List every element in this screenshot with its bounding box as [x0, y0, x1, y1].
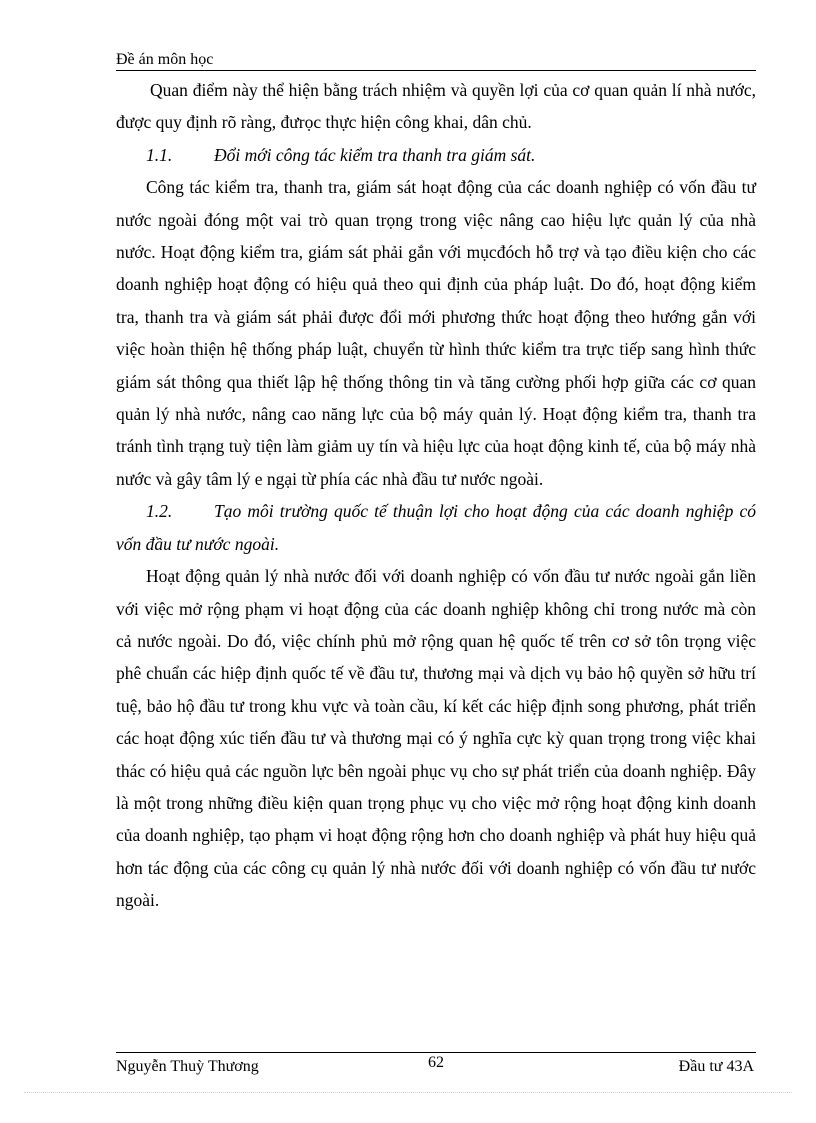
section-number: 1.1. — [146, 144, 173, 165]
section-number: 1.2. — [146, 501, 173, 522]
section-heading-1-1 — [116, 139, 756, 171]
paragraph-inspection: Công tác kiểm tra, thanh tra, giám sát hoạt động của các doanh nghiệp có vốn đầu tư nước ngoài đóng một vai trò quan trọng trong việc nâng cao hiệu lực quản lý của nhà nước. Hoạt động kiểm tra, giám sát phải gắn với mụcđóch hỗ trợ và tạo điều kiện cho các doanh nghiệp hoạt động có hiệu quả theo qui định của pháp luật. Do đó, hoạt động kiểm tra, thanh tra và giám sát phải được đổi mới phương thức hoạt động theo hướng gắn với việc hoàn thiện hệ thống pháp luật, chuyển từ hình thức kiểm tra trực tiếp sang hình thức giám sát thông qua thiết lập hệ thống thông tin và tăng cường phối hợp giữa các cơ quan quản lý nhà nước, nâng cao năng lực của bộ máy quản lý. Hoạt động kiểm tra, thanh tra tránh tình trạng tuỳ tiện làm giảm uy tín và hiệu lực của hoạt động kinh tế, của bộ máy nhà nước và gây tâm lý e ngại từ phía các nhà đầu tư nước ngoài. — [116, 177, 756, 489]
section-heading-1-2 — [116, 495, 756, 560]
page-header — [116, 50, 756, 70]
footer-author: Nguyễn Thuỳ Thương — [116, 1058, 259, 1075]
paragraph-intro: Quan điểm này thể hiện bằng trách nhiệm và quyền lợi của cơ quan quản lí nhà nước, được quy định rõ ràng, đưrọc thực hiện công khai, dân chủ. — [116, 80, 756, 133]
document-title: Đề án môn học — [116, 51, 214, 68]
header-divider — [116, 70, 756, 71]
page-number: 62 — [428, 1054, 444, 1071]
section-title: Đổi mới công tác kiểm tra thanh tra giám sát. — [214, 144, 536, 165]
page-bottom-border — [24, 1092, 792, 1093]
footer-class: Đầu tư 43A — [678, 1058, 754, 1075]
document-body — [116, 74, 756, 917]
section-title: Tạo môi trường quốc tế thuận lợi cho hoạt động của các doanh nghiệp có vốn đầu tư nước ngoài. — [116, 501, 756, 554]
page-footer — [116, 1054, 756, 1076]
paragraph-international: Hoạt động quản lý nhà nước đối với doanh nghiệp có vốn đầu tư nước ngoài gắn liền với việc mở rộng phạm vi hoạt động của các doanh nghiệp không chỉ trong nước mà còn cả nước ngoài. Do đó, việc chính phủ mở rộng quan hệ quốc tế trên cơ sở tôn trọng việc phê chuẩn các hiệp định quốc tế về đầu tư, thương mại và dịch vụ bảo hộ quyền sở hữu trí tuệ, bảo hộ đầu tư trong khu vực và toàn cầu, kí kết các hiệp định song phương, phát triển các hoạt động xúc tiến đầu tư và thương mại có ý nghĩa cực kỳ quan trọng trong việc khai thác có hiệu quả các nguồn lực bên ngoài phục vụ cho sự phát triển của doanh nghiệp. Đây là một trong những điều kiện quan trọng phục vụ cho việc mở rộng hoạt động kinh doanh của doanh nghiệp, tạo phạm vi hoạt động rộng hơn cho doanh nghiệp và phát huy hiệu quả hơn tác động của các công cụ quản lý nhà nước đối với doanh nghiệp có vốn đầu tư nước ngoài. — [116, 566, 756, 911]
